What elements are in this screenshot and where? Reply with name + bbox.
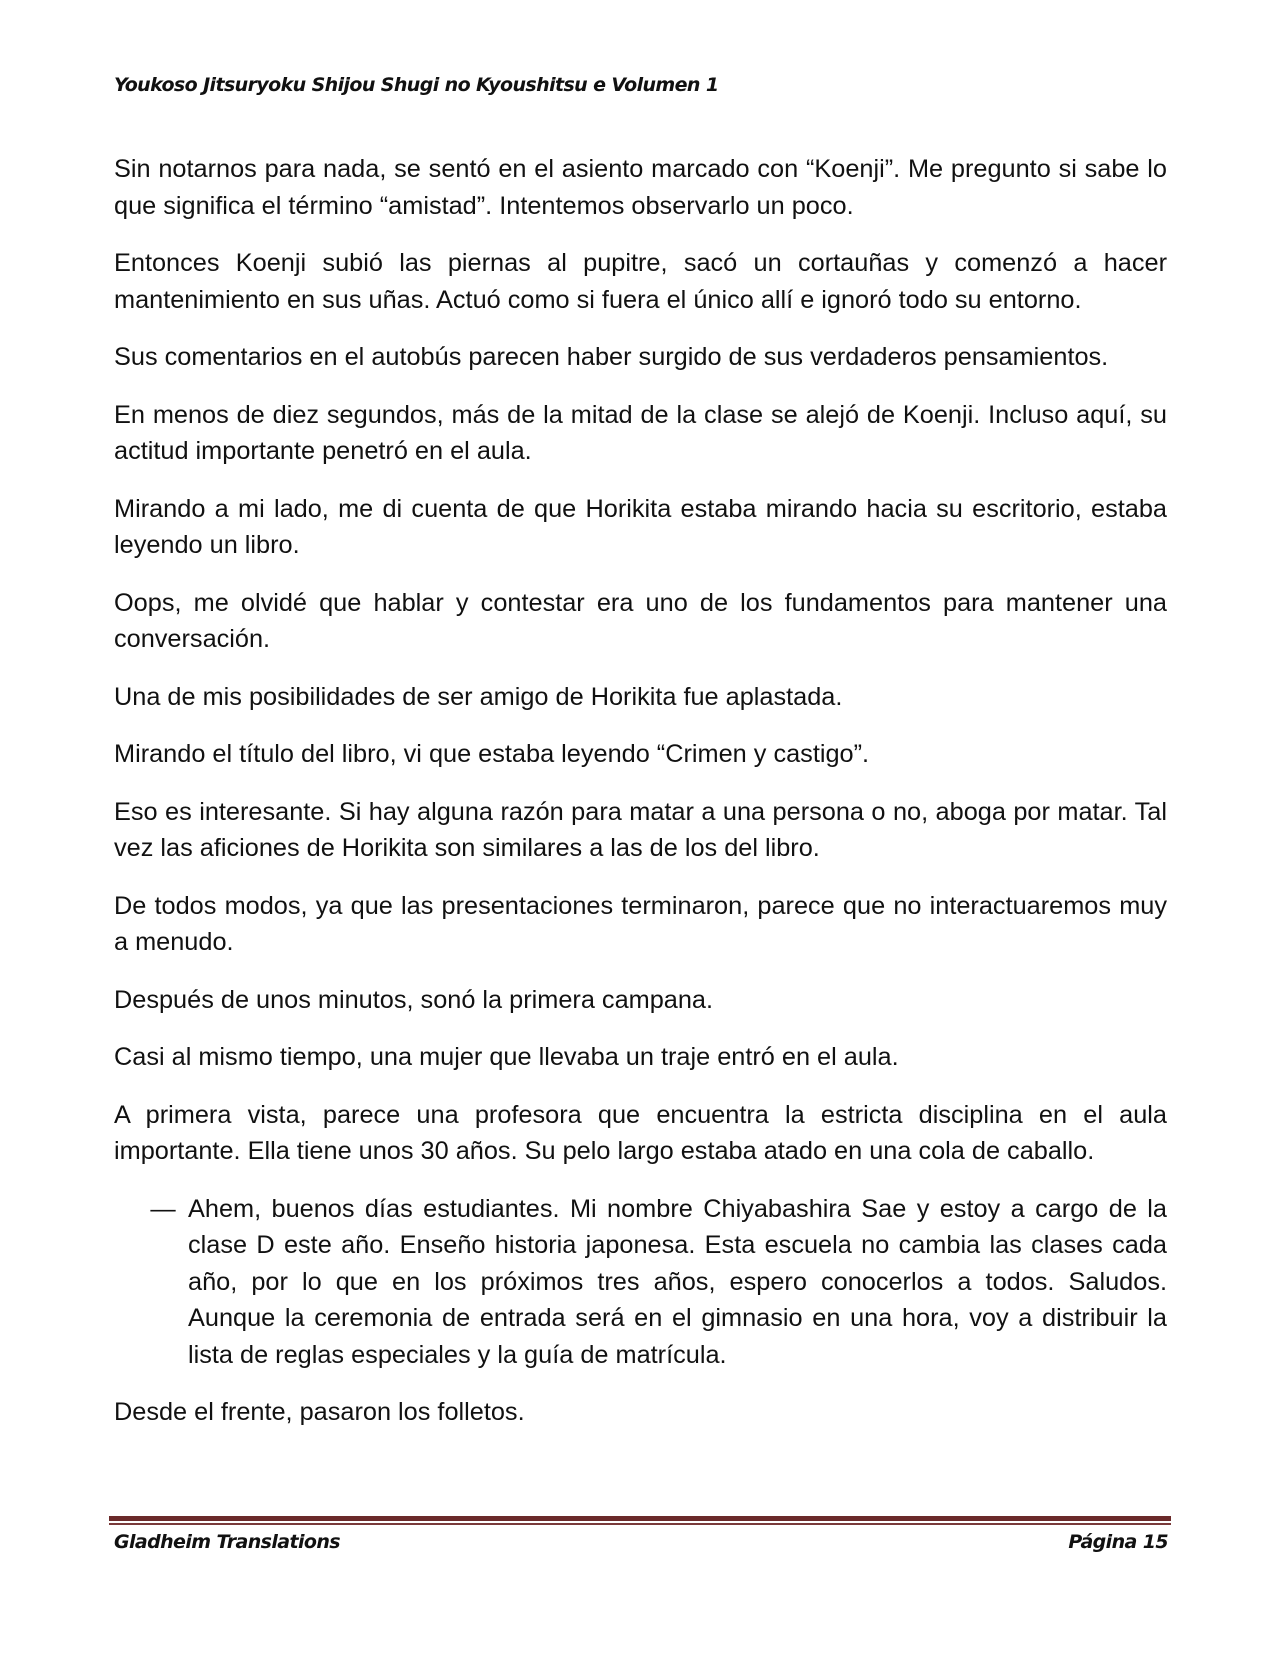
footer-rule	[109, 1516, 1171, 1525]
dialogue-text: Ahem, buenos días estudiantes. Mi nombre Chiyabashira Sae y estoy a cargo de la clase D este año. Enseño historia japonesa. Esta escuela no cambia las clases cada año, por lo que en los próximos tres años, espero conocerlos a todos. Saludos. Aunque la ceremonia de entrada será en el gimnasio en una hora, voy a distribuir la lista de reglas especiales y la guía de matrícula.	[188, 1194, 1167, 1369]
closing-paragraph: Desde el frente, pasaron los folletos.	[114, 1398, 525, 1426]
page-body	[114, 151, 1167, 1452]
paragraph: Oops, me olvidé que hablar y contestar era uno de los fundamentos para mantener una conversación.	[114, 588, 1167, 653]
dialogue-block	[114, 1191, 1167, 1374]
paragraph: En menos de diez segundos, más de la mitad de la clase se alejó de Koenji. Incluso aquí, su actitud importante penetró en el aula.	[114, 400, 1167, 465]
paragraph: Mirando el título del libro, vi que estaba leyendo “Crimen y castigo”.	[114, 740, 870, 768]
dialogue-dash	[114, 1191, 188, 1374]
paragraph: A primera vista, parece una profesora que encuentra la estricta disciplina en el aula importante. Ella tiene unos 30 años. Su pelo largo estaba atado en una cola de caballo.	[114, 1100, 1167, 1165]
paragraph: De todos modos, ya que las presentaciones terminaron, parece que no interactuaremos muy a menudo.	[114, 891, 1167, 956]
paragraph: Mirando a mi lado, me di cuenta de que Horikita estaba mirando hacia su escritorio, estaba leyendo un libro.	[114, 494, 1167, 559]
paragraph: Una de mis posibilidades de ser amigo de Horikita fue aplastada.	[114, 682, 843, 711]
footer-rule-thin	[109, 1523, 1171, 1525]
footer-page-number: Página 15	[1068, 1531, 1168, 1553]
paragraph: Eso es interesante. Si hay alguna razón para matar a una persona o no, aboga por matar. Tal vez las aficiones de Horikita son similares a las de los del libro.	[114, 797, 1167, 862]
paragraph: Entonces Koenji subió las piernas al pupitre, sacó un cortauñas y comenzó a hacer mantenimiento en sus uñas. Actuó como si fuera el único allí e ignoró todo su entorno.	[114, 249, 1167, 314]
paragraph: Sus comentarios en el autobús parecen haber surgido de sus verdaderos pensamientos.	[114, 343, 1109, 371]
paragraph: Después de unos minutos, sonó la primera campana.	[114, 985, 714, 1014]
paragraph: Casi al mismo tiempo, una mujer que llevaba un traje entró en el aula.	[114, 1043, 899, 1071]
running-header: Youkoso Jitsuryoku Shijou Shugi no Kyoushitsu e Volumen 1	[114, 74, 719, 96]
em-dash: —	[150, 1194, 176, 1223]
paragraph: Sin notarnos para nada, se sentó en el asiento marcado con “Koenji”. Me pregunto si sabe lo que significa el término “amistad”. Intentemos observarlo un poco.	[114, 155, 1167, 220]
footer-translator: Gladheim Translations	[114, 1531, 340, 1553]
